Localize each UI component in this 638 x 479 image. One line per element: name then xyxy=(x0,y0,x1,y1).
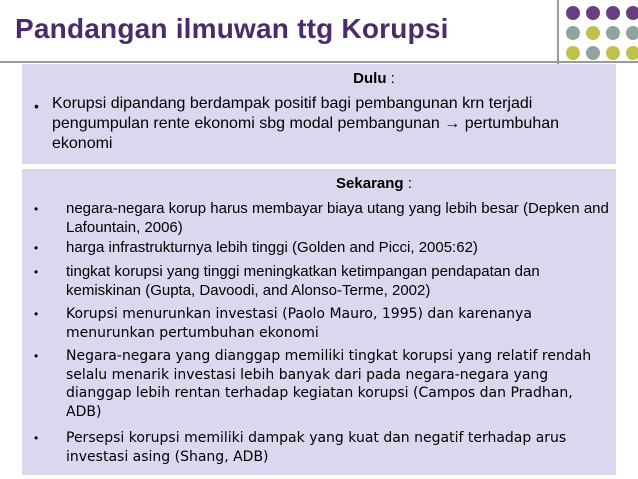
dulu-item: Korupsi dipandang berdampak positif bagi pembangunan krn terjadi pengumpulan rente ekonomi sbg modal pembangunan → pertumbuhan ekonomi xyxy=(52,95,560,152)
decorative-horizontal-line xyxy=(0,61,638,63)
bullet-icon: • xyxy=(34,202,39,216)
bullet-icon: • xyxy=(34,241,39,255)
bullet-icon: • xyxy=(34,349,39,363)
dot-icon xyxy=(586,6,600,20)
dot-icon xyxy=(606,6,620,20)
dot-icon xyxy=(606,46,620,60)
dot-icon xyxy=(586,46,600,60)
dot-icon xyxy=(606,26,620,40)
dulu-heading xyxy=(22,70,616,87)
sekarang-heading-label: Sekarang xyxy=(336,175,404,192)
dot-icon xyxy=(626,26,638,40)
decorative-dot-grid xyxy=(564,4,638,64)
decorative-vertical-line xyxy=(557,0,559,70)
bullet-icon: • xyxy=(34,431,39,445)
sekarang-heading xyxy=(22,175,616,192)
sekarang-item: harga infrastrukturnya lebih tinggi (Golden and Picci, 2005:62) xyxy=(66,239,478,256)
sekarang-item: negara-negara korup harus membayar biaya utang yang lebih besar (Depken and Lafountain, 2006) xyxy=(66,200,609,236)
dulu-heading-suffix: : xyxy=(386,70,395,87)
sekarang-item: tingkat korupsi yang tinggi meningkatkan ketimpangan pendapatan dan kemiskinan (Gupta, Davoodi, and Alonso-Terme, 2002) xyxy=(66,263,540,299)
bullet-icon: • xyxy=(34,98,39,114)
bullet-icon: • xyxy=(34,307,39,321)
dot-icon xyxy=(586,26,600,40)
sekarang-heading-suffix: : xyxy=(403,175,412,192)
dot-icon xyxy=(566,46,580,60)
dulu-box xyxy=(22,64,616,164)
sekarang-item: Persepsi korupsi memiliki dampak yang kuat dan negatif terhadap arus investasi asing (Shang, ADB) xyxy=(66,430,567,465)
sekarang-item: Korupsi menurunkan investasi (Paolo Mauro, 1995) dan karenanya menurunkan pertumbuhan ekonomi xyxy=(66,306,532,341)
bullet-icon: • xyxy=(34,265,39,279)
sekarang-item: Negara-negara yang dianggap memiliki tingkat korupsi yang relatif rendah selalu menarik investasi lebih banyak dari pada negara-negara yang dianggap lebih rentan terhadap kegiatan korupsi (Campos dan Pradhan, ADB) xyxy=(66,348,592,420)
slide-title: Pandangan ilmuwan ttg Korupsi xyxy=(15,13,449,44)
dulu-heading-label: Dulu xyxy=(353,70,387,87)
dot-icon xyxy=(626,6,638,20)
dot-icon xyxy=(566,26,580,40)
sekarang-box xyxy=(22,169,616,475)
dot-icon xyxy=(626,46,638,60)
dot-icon xyxy=(566,6,580,20)
